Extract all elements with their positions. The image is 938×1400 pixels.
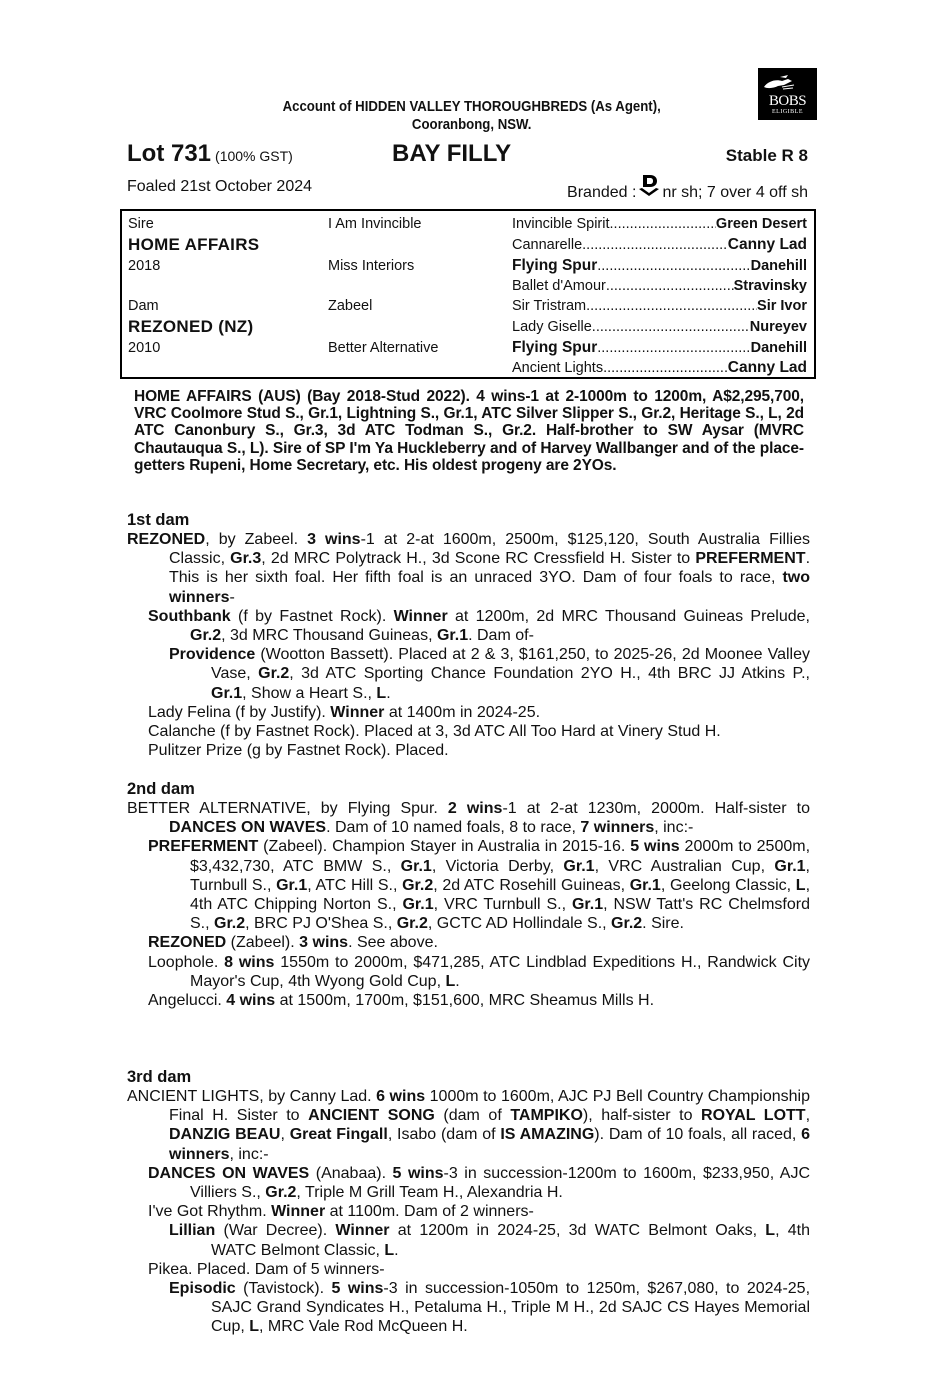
gp-name: Sir Tristram xyxy=(512,298,587,314)
pedigree-table xyxy=(120,209,816,379)
section-heading: 1st dam xyxy=(127,511,190,529)
brand-mark-icon xyxy=(638,174,660,198)
sire-name: HOME AFFAIRS xyxy=(128,235,260,254)
foaled-date: Foaled 21st October 2024 xyxy=(127,178,313,195)
lot-header xyxy=(127,140,808,170)
dam-name: REZONED (NZ) xyxy=(128,317,254,336)
sire-sire: I Am Invincible xyxy=(328,216,422,232)
gp-sire: Canny Lad xyxy=(727,359,807,376)
gp-sire: Sir Ivor xyxy=(757,298,807,314)
gst-note: (100% GST) xyxy=(215,148,293,164)
lot-number xyxy=(127,140,293,168)
account-line-2: Cooranbong, NSW. xyxy=(411,116,532,133)
gp-name: Cannarelle xyxy=(512,237,583,253)
gp-name: Flying Spur xyxy=(512,257,598,274)
produce-entry: Southbank (f by Fastnet Rock). Winner at 1200m, 2d MRC Thousand Guineas Prelude, Gr.2, 3d MRC Thousand Guineas, Gr.1. Dam of- xyxy=(148,607,811,645)
grandparent-row xyxy=(512,235,807,255)
produce-entry: Pikea. Placed. Dam of 5 winners- xyxy=(148,1260,385,1278)
produce-entry: Loophole. 8 wins 1550m to 2000m, $471,285, ATC Lindblad Expeditions H., Randwick City Mayor's Cup, 4th Wyong Gold Cup, L. xyxy=(148,953,811,990)
produce-entry: Pulitzer Prize (g by Fastnet Rock). Placed. xyxy=(148,742,449,760)
sire-year: 2018 xyxy=(128,258,161,274)
produce-entry: ANCIENT LIGHTS, by Canny Lad. 6 wins 1000m to 1600m, AJC PJ Bell Country Championship Final H. Sister to ANCIENT SONG (dam of TAMPIKO), half-sister to ROYAL LOTT, DANZIG BEAU, Great Fingall, Isabo (dam of IS AMAZING). Dam of 10 foals, all raced, 6 winners, inc:- xyxy=(127,1088,811,1163)
grandparent-row xyxy=(512,214,807,234)
grandparent-row xyxy=(512,296,807,316)
sex-colour: BAY FILLY xyxy=(392,140,512,167)
produce-entry: REZONED, by Zabeel. 3 wins-1 at 2-at 1600m, 2500m, $125,120, South Australia Fillies Classic, Gr.3, 2d MRC Polytrack H., 3d Scone RC Cressfield H. Sister to PREFERMENT. This is her sixth foal. Her fifth foal is an unraced 3YO. Dam of four foals to race, two winners- xyxy=(127,531,811,606)
horse-head-icon xyxy=(758,72,798,94)
grandparent-row xyxy=(512,358,807,378)
sire-description: HOME AFFAIRS (AUS) (Bay 2018-Stud 2022). 4 wins-1 at 2-1000m to 1200m, A$2,295,700, VRC Coolmore Stud S., Gr.1, Lightning S., Gr.1, ATC Silver Slipper S., Gr.2, Heritage S., L, 2d ATC Canonbury S., Gr.3, 3d ATC Todman S., Gr.2. Half-brother to SW Aysar (MVRC Chautauqua S., L). Sire of SP I'm Ya Huckleberry and of Harvey Wallbanger and of the place-getters Rupeni, Home Secretary, etc. His oldest progeny are 2YOs. xyxy=(134,388,804,474)
branded-label: Branded : xyxy=(567,184,637,201)
entries xyxy=(127,1087,810,1337)
gp-sire: Nureyev xyxy=(749,319,807,335)
gp-name: Ancient Lights xyxy=(512,360,604,376)
stable-location: Stable R 8 xyxy=(725,146,808,165)
produce-entry: DANCES ON WAVES (Anabaa). 5 wins-3 in succession-1200m to 1600m, $233,950, AJC Villiers S., Gr.2, Triple M Grill Team H., Alexandria H. xyxy=(148,1164,811,1202)
gp-name: Invincible Spirit xyxy=(512,216,610,232)
gp-sire: Stravinsky xyxy=(733,278,807,294)
gp-name: Flying Spur xyxy=(512,339,598,356)
logo-subtext: ELIGIBLE xyxy=(772,109,803,115)
produce-entry: Providence (Wootton Bassett). Placed at 2 & 3, $161,250, to 2025-26, 2d Moonee Valley Vase, Gr.2, 3d ATC Sporting Chance Foundation 2YO H., 4th BRC JJ Atkins P., Gr.1, Show a Heart S., L. xyxy=(169,646,811,702)
produce-entry: REZONED (Zabeel). 3 wins. See above. xyxy=(148,934,438,952)
sire-label: Sire xyxy=(128,216,154,232)
gp-name: Lady Giselle xyxy=(512,319,592,335)
first-dam-section xyxy=(127,510,810,760)
dam-label: Dam xyxy=(128,298,159,314)
entries xyxy=(127,799,810,1010)
section-heading: 2nd dam xyxy=(127,780,195,798)
third-dam-section xyxy=(127,1067,810,1337)
grandparent-row xyxy=(512,317,807,337)
dam-sire: Zabeel xyxy=(328,298,373,314)
produce-entry: Calanche (f by Fastnet Rock). Placed at 3, 3d ATC All Too Hard at Vinery Stud H. xyxy=(148,723,721,741)
gp-sire: Danehill xyxy=(750,258,807,274)
produce-entry: Lillian (War Decree). Winner at 1200m in 2024-25, 3d WATC Belmont Oaks, L, 4th WATC Belmont Classic, L. xyxy=(169,1222,811,1259)
produce-entry: I've Got Rhythm. Winner at 1100m. Dam of 2 winners- xyxy=(148,1203,534,1221)
produce-entry: BETTER ALTERNATIVE, by Flying Spur. 2 wins-1 at 2-at 1230m, 2000m. Half-sister to DANCES ON WAVES. Dam of 10 named foals, 8 to race, 7 winners, inc:- xyxy=(127,800,811,837)
section-heading: 3rd dam xyxy=(127,1068,192,1086)
second-dam-section xyxy=(127,779,810,1010)
produce-entry: Lady Felina (f by Justify). Winner at 1400m in 2024-25. xyxy=(148,703,541,721)
gp-sire: Danehill xyxy=(750,340,807,356)
gp-sire: Canny Lad xyxy=(727,236,807,253)
grandparent-row xyxy=(512,256,807,276)
logo-text: BOBS xyxy=(768,93,807,109)
account-line-1: Account of HIDDEN VALLEY THOROUGHBREDS (As Agent), xyxy=(282,98,661,115)
dam-dam: Better Alternative xyxy=(328,340,439,356)
vendor-account xyxy=(172,98,771,134)
branded-text: nr sh; 7 over 4 off sh xyxy=(662,184,808,201)
sire-dam: Miss Interiors xyxy=(328,258,415,274)
gp-sire: Green Desert xyxy=(715,216,807,232)
grandparent-row xyxy=(512,276,807,296)
gp-name: Ballet d'Amour xyxy=(512,278,606,294)
dam-year: 2010 xyxy=(128,340,161,356)
grandparent-row xyxy=(512,338,807,358)
brand-info xyxy=(567,178,808,202)
entries xyxy=(127,530,810,760)
lot-label: Lot 731 xyxy=(127,140,212,167)
produce-entry: Episodic (Tavistock). 5 wins-3 in succession-1050m to 1250m, $267,080, to 2024-25, SAJC Grand Syndicates H., Petaluma H., Triple M H., 2d SAJC CS Hayes Memorial Cup, L, MRC Vale Rod McQueen H. xyxy=(169,1280,811,1336)
produce-entry: PREFERMENT (Zabeel). Champion Stayer in Australia in 2015-16. 5 wins 2000m to 2500m, $3,432,730, ATC BMW S., Gr.1, Victoria Derby, Gr.1, VRC Australian Cup, Gr.1, Turnbull S., Gr.1, ATC Hill S., Gr.2, 2d ATC Rosehill Guineas, Gr.1, Geelong Classic, L, 4th ATC Chipping Norton S., Gr.1, VRC Turnbull S., Gr.1, NSW Tatt's RC Chelmsford S., Gr.2, BRC PJ O'Shea S., Gr.2, GCTC AD Hollindale S., Gr.2. Sire. xyxy=(148,838,811,933)
produce-entry: Angelucci. 4 wins at 1500m, 1700m, $151,600, MRC Sheamus Mills H. xyxy=(148,992,655,1010)
